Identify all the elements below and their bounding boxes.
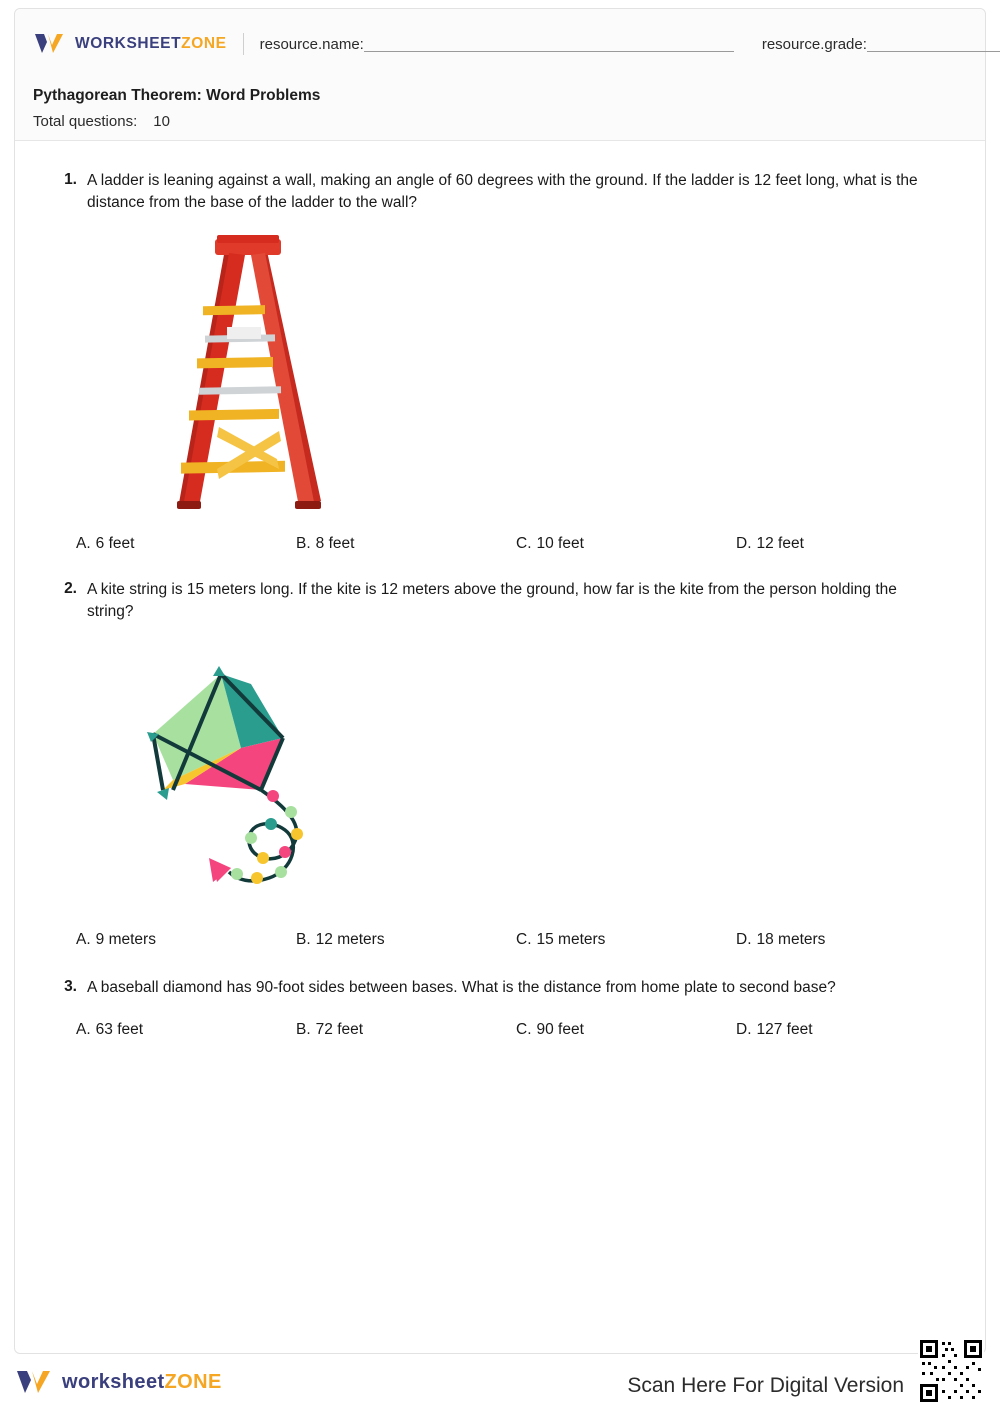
question-2-choice-c-letter: C. [516, 930, 532, 948]
total-questions [33, 113, 170, 130]
question-3-choice-c-letter: C. [516, 1021, 532, 1039]
footer-brand [14, 1367, 222, 1397]
question-3-number: 3. [64, 977, 77, 995]
question-3-choice-b-label: 72 feet [315, 1021, 364, 1039]
question-1-choice-d-label: 12 feet [756, 534, 804, 552]
question-2 [49, 579, 951, 949]
question-1-choice-b[interactable] [296, 535, 516, 553]
question-1 [49, 170, 951, 553]
question-3-row [49, 977, 951, 999]
question-3-choice-b-letter: B. [296, 1021, 311, 1039]
question-3-choice-c[interactable] [516, 1021, 736, 1039]
worksheet-title: Pythagorean Theorem: Word Problems [33, 87, 321, 104]
question-1-choices [76, 535, 951, 553]
brand-text-worksheet: WORKSHEET [75, 35, 182, 52]
question-2-choice-a-label: 9 meters [95, 930, 156, 948]
question-2-choice-b-letter: B. [296, 930, 311, 948]
question-2-choice-d-letter: D. [736, 930, 752, 948]
question-2-choices [76, 931, 951, 949]
question-3-choice-d-letter: D. [736, 1021, 752, 1039]
question-2-number: 2. [64, 579, 77, 597]
question-1-choice-b-letter: B. [296, 534, 311, 552]
question-2-text: A kite string is 15 meters long. If the kite is 12 meters above the ground, how far is the kite from the person holding the string? [87, 580, 897, 621]
question-1-choice-b-label: 8 feet [315, 534, 355, 552]
question-2-choice-a[interactable] [76, 931, 296, 949]
question-1-choice-c-label: 10 feet [536, 534, 584, 552]
grade-field-label: resource.grade: [761, 35, 867, 53]
question-3-choice-d[interactable] [736, 1021, 956, 1039]
brand-text [75, 35, 227, 53]
question-2-choice-b[interactable] [296, 931, 516, 949]
question-1-row [49, 170, 951, 215]
question-1-choice-d-letter: D. [736, 534, 752, 552]
question-1-choice-a-label: 6 feet [95, 534, 135, 552]
qr-code[interactable] [918, 1338, 984, 1404]
worksheet-header [15, 9, 985, 141]
question-1-choice-a[interactable] [76, 535, 296, 553]
question-1-text: A ladder is leaning against a wall, making an angle of 60 degrees with the ground. If the ladder is 12 feet long, what is the distance from the base of the ladder to the wall? [87, 172, 918, 212]
brand-text-zone: ZONE [181, 35, 227, 52]
question-3-choice-a-label: 63 feet [95, 1021, 144, 1039]
name-field-label: resource.name: [259, 35, 364, 53]
question-3-choices [76, 1021, 951, 1039]
question-3-text: A baseball diamond has 90-foot sides between bases. What is the distance from home plate to second base? [87, 978, 836, 996]
question-3-choice-a[interactable] [76, 1021, 296, 1039]
question-3-choice-a-letter: A. [76, 1021, 91, 1039]
grade-field-input[interactable] [867, 36, 1000, 52]
name-field-input[interactable] [364, 36, 734, 52]
footer-brand-text [62, 1371, 222, 1394]
question-3 [49, 977, 951, 1039]
footer-brand-zone: ZONE [164, 1370, 222, 1393]
worksheet-zone-logo-icon [33, 31, 67, 57]
question-3-choice-d-label: 127 feet [756, 1021, 813, 1039]
question-2-choice-d[interactable] [736, 931, 956, 949]
question-2-choice-d-label: 18 meters [756, 930, 826, 948]
question-1-choice-a-letter: A. [76, 534, 91, 552]
worksheet-sheet [14, 8, 986, 1354]
worksheet-zone-footer-logo-icon [14, 1367, 54, 1397]
question-1-choice-c-letter: C. [516, 534, 532, 552]
ladder-illustration [159, 231, 951, 521]
question-2-choice-c-label: 15 meters [536, 930, 606, 948]
question-1-choice-d[interactable] [736, 535, 956, 553]
worksheet-body [15, 142, 985, 1353]
question-2-row [49, 579, 951, 624]
total-questions-label: Total questions: [33, 113, 138, 130]
brand-header [33, 29, 1000, 59]
footer-brand-worksheet: worksheet [62, 1370, 165, 1393]
question-2-choice-a-letter: A. [76, 930, 91, 948]
question-2-choice-c[interactable] [516, 931, 736, 949]
kite-illustration [133, 662, 951, 917]
question-1-number: 1. [64, 171, 77, 188]
scan-digital-version-text: Scan Here For Digital Version [627, 1374, 904, 1397]
worksheet-footer [14, 1358, 986, 1406]
question-3-choice-b[interactable] [296, 1021, 516, 1039]
question-1-choice-c[interactable] [516, 535, 736, 553]
question-3-choice-c-label: 90 feet [536, 1021, 584, 1039]
total-questions-count: 10 [153, 113, 170, 130]
brand-divider [243, 33, 244, 55]
question-2-choice-b-label: 12 meters [315, 930, 385, 948]
